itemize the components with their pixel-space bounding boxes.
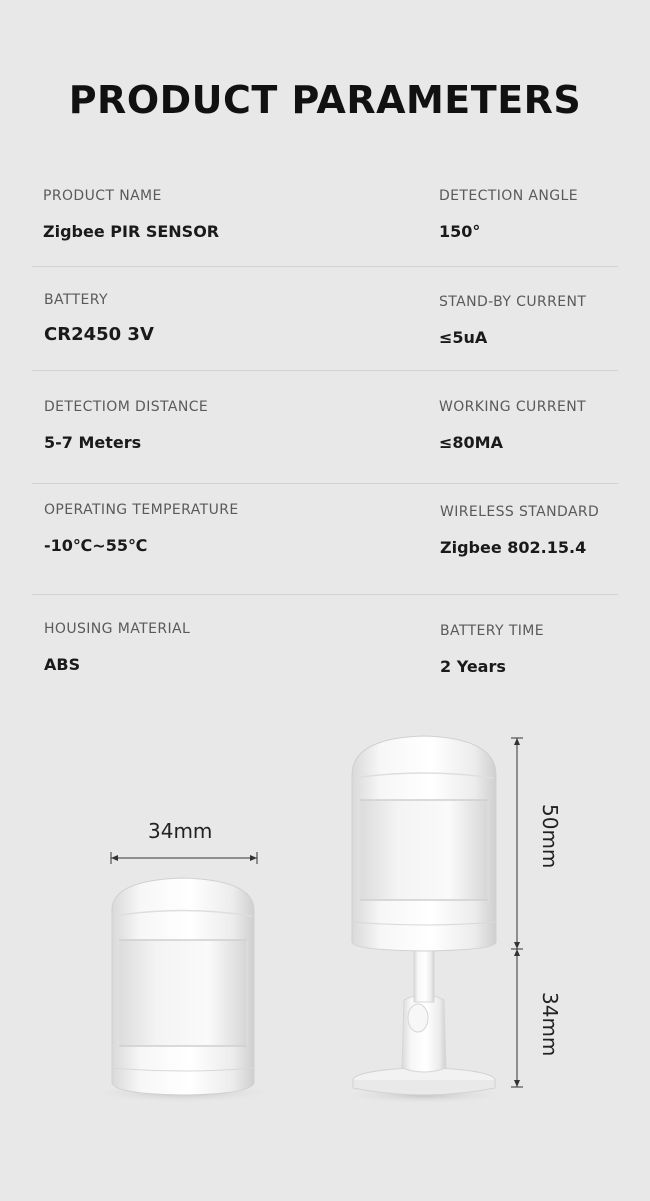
height-bottom-dimension-label: 34mm bbox=[538, 992, 562, 1057]
param-label: DETECTION ANGLE bbox=[439, 188, 578, 204]
height-dimension-line bbox=[511, 738, 523, 1087]
sensor-front-view bbox=[88, 878, 278, 1103]
param-value: 2 Years bbox=[440, 657, 506, 676]
param-label: HOUSING MATERIAL bbox=[44, 621, 191, 637]
param-value: -10℃~55℃ bbox=[44, 536, 148, 555]
param-value: ≤5uA bbox=[439, 328, 488, 347]
param-label: BATTERY bbox=[44, 292, 108, 308]
width-dimension-line bbox=[111, 852, 257, 864]
param-label: WIRELESS STANDARD bbox=[440, 504, 600, 520]
param-value: 150° bbox=[439, 222, 481, 241]
param-label: BATTERY TIME bbox=[440, 623, 545, 639]
width-dimension-label: 34mm bbox=[148, 819, 213, 843]
sensor-with-stand bbox=[339, 736, 509, 1104]
page-title: PRODUCT PARAMETERS bbox=[68, 78, 582, 122]
param-label: DETECTIOM DISTANCE bbox=[44, 399, 209, 415]
param-value: Zigbee 802.15.4 bbox=[440, 538, 587, 557]
param-value: 5-7 Meters bbox=[44, 433, 142, 452]
param-label: PRODUCT NAME bbox=[43, 188, 162, 204]
param-value: CR2450 3V bbox=[44, 324, 154, 345]
param-value: ABS bbox=[44, 655, 81, 674]
param-value: Zigbee PIR SENSOR bbox=[43, 222, 220, 241]
param-label: STAND-BY CURRENT bbox=[439, 294, 587, 310]
param-label: OPERATING TEMPERATURE bbox=[44, 502, 239, 518]
height-top-dimension-label: 50mm bbox=[538, 804, 562, 869]
param-value: ≤80MA bbox=[439, 433, 503, 452]
param-label: WORKING CURRENT bbox=[439, 399, 587, 415]
